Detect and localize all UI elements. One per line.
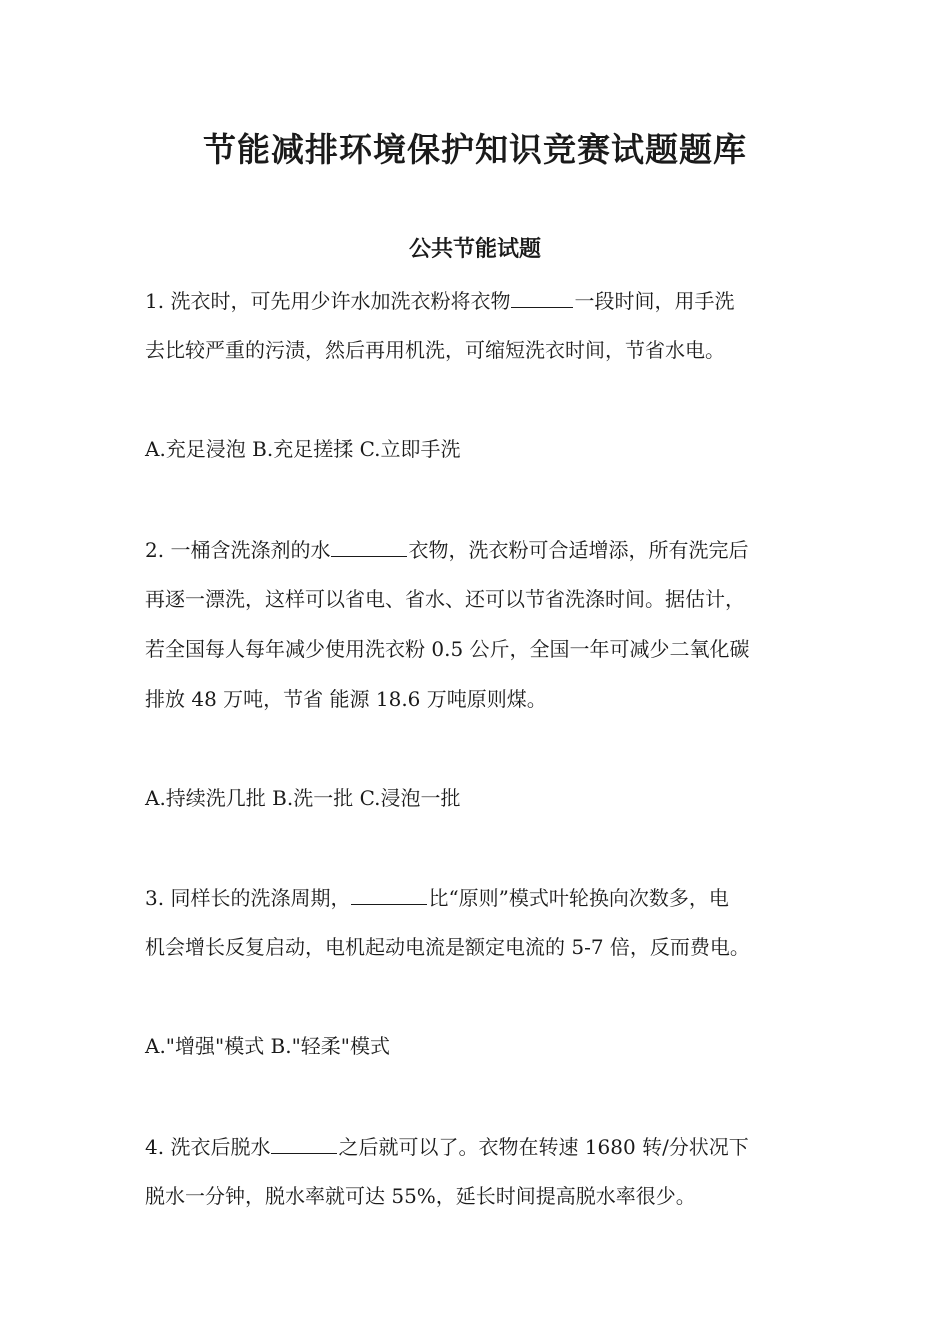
question-3-line-1 [145, 882, 729, 913]
question-4-line-2: 脱水一分钟，脱水率就可达 55%，延长时间提高脱水率很少。 [145, 1184, 696, 1208]
question-2-line-3: 若全国每人每年减少使用洗衣粉 0.5 公斤，全国一年可减少二氧化碳 [145, 637, 750, 661]
question-1-text-after-blank: 一段时间，用手洗 [574, 289, 735, 313]
question-4-text-before-blank: 4. 洗衣后脱水 [145, 1135, 271, 1159]
question-2-line-4: 排放 48 万吨，节省 能源 18.6 万吨原则煤。 [145, 687, 547, 711]
question-1-line-2: 去比较严重的污渍，然后再用机洗，可缩短洗衣时间，节省水电。 [145, 338, 725, 362]
question-1-line-1 [145, 285, 734, 316]
question-1-blank [511, 285, 573, 308]
question-3-text-after-blank: 比“原则”模式叶轮换向次数多，电 [428, 886, 729, 910]
question-3-line-2: 机会增长反复启动，电机起动电流是额定电流的 5-7 倍，反而费电。 [145, 935, 750, 959]
section-title: 公共节能试题 [408, 236, 541, 262]
question-4-line-1 [145, 1131, 749, 1162]
question-3-text-before-blank: 3. 同样长的洗涤周期， [145, 886, 351, 910]
question-1-text-before-blank: 1. 洗衣时，可先用少许水加洗衣粉将衣物 [145, 289, 511, 313]
document-title: 节能减排环境保护知识竞赛试题题库 [203, 130, 747, 169]
question-2-options: A.持续洗几批 B.洗一批 C.浸泡一批 [145, 786, 461, 810]
question-2-line-2: 再逐一漂洗，这样可以省电、省水、还可以节省洗涤时间。据估计， [145, 587, 745, 611]
question-2-text-before-blank: 2. 一桶含洗涤剂的水 [145, 538, 331, 562]
question-3-options: A."增强"模式 B."轻柔"模式 [145, 1034, 391, 1058]
question-4-text-after-blank: 之后就可以了。衣物在转速 1680 转/分状况下 [338, 1135, 749, 1159]
question-2-blank [331, 534, 407, 557]
question-2-text-after-blank: 衣物，洗衣粉可合适增添，所有洗完后 [408, 538, 749, 562]
question-4-blank [271, 1131, 337, 1154]
question-2-line-1 [145, 534, 748, 565]
question-3-blank [351, 882, 427, 905]
question-1-options: A.充足浸泡 B.充足搓揉 C.立即手洗 [145, 437, 461, 461]
